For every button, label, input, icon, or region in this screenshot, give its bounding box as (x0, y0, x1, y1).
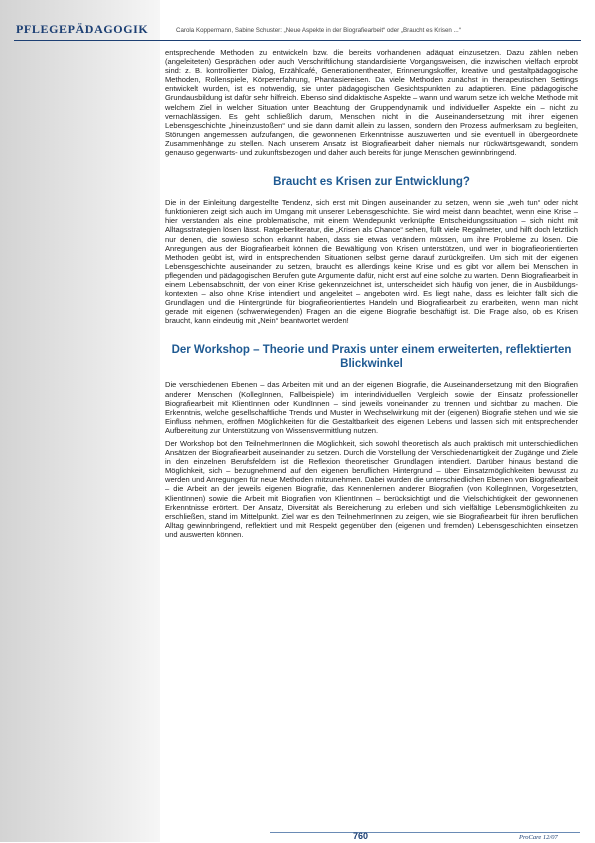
article-body (165, 48, 578, 543)
section-paragraph: Der Workshop bot den TeilnehmerInnen die Möglichkeit, sich sowohl theoretisch als auch praktisch mit unterschiedlichen Ansätzen der Biografiearbeit auseinander zu setzen. Durch die Vorstellung der Verschiedenartigkeit der Zugänge und Ziele in den einzelnen Berufsfeldern ist die Reflexion theoretischer Grundlagen intendiert. Darüber hinaus bestand die Möglichkeit, sich – bezugnehmend auf den eigenen beruflichen Hintergrund – über Einsatzmöglichkeiten bewusst zu werden und Anregungen für neue Methoden mitzunehmen. Dabei wurden die unterschiedlichen Ebenen von Biografiearbeit – die Arbeit an der jeweils eigenen Biografie, das Kennenlernen anderer Biografien (von KollegInnen, Vorgesetzten, KlientInnen) sowie die Arbeit mit Biografien von KlientInnen – berücksichtigt und die Vielschichtigkeit der gewonnenen Erkenntnisse erörtert. Der Ansatz, Diversität als Bereicherung zu erleben und sich vielfältige Lebensmöglichkeiten zu erschließen, stand im Mittelpunkt. Ziel war es den TeilnehmerInnen zu zeigen, wie sie Biografiearbeit für ihren beruflichen Alltag gewinnbringend, reflektiert und mit Respekt gegenüber den (eigenen und fremden) Lebensgeschichten einsetzen und auswerten können. (165, 439, 578, 539)
section-heading-workshop: Der Workshop – Theorie und Praxis unter einem erweiterten, reflektierten Blickwinkel (171, 344, 572, 371)
header-rule (14, 40, 581, 41)
section-paragraph: Die verschiedenen Ebenen – das Arbeiten mit und an der eigenen Biografie, die Auseinandersetzung mit den Biografien anderer Menschen (KollegInnen, Fallbeispiele) im interindividuellen Vergleich sowie der Einsatz professioneller Biografiearbeit mit KlientInnen oder KundInnen – sind jeweils voneinander zu trennen und sichtbar zu machen. Die Erkenntnis, welche gesellschaftliche Trends und Muster in Wechselwirkung mit der (eigenen) Biografie stehen und wie sie Einfluss nehmen, eröffnen Möglichkeiten für die Gestaltbarkeit des eigenen Lebens und lassen sich mit entsprechender Aufbereitung zur Unterstützung von Wissensvermittlung nutzen. (165, 380, 578, 435)
page-number: 760 (353, 831, 369, 841)
section-paragraph: Die in der Einleitung dargestellte Tendenz, sich erst mit Dingen auseinander zu setzen, wenn sie „weh tun“ oder nicht funktionieren zeigt sich auch im Umgang mit unserer Lebensgeschichte. Sie wird meist dann beachtet, wenn eine Krise – hier verstanden als eine problematische, mit einem Wendepunkt verknüpfte Entscheidungssituation – sich nicht mit Alltagsstrategien lösen lässt. Ratgeberliteratur, die „Krisen als Chance“ sehen, füllt viele Regalmeter, und hilft doch letztlich nur denen, die sowieso schon erkannt haben, dass sie etwas verändern müssen, um ihre Probleme zu lösen. Die Anregungen aus der Biografiearbeit können die Bewältigung von Krisen unterstützen, und wer in biografieorientierten Methoden geübt ist, wird in entsprechenden Situationen selbst gerne darauf zurückgreifen. Um sich mit der eigenen Lebensgeschichte auseinander zu setzen, braucht es allerdings keine Krise und es gibt vor allem bei Menschen in pflegenden und pädagogischen Berufen gute Argumente dafür, nicht erst auf eine solche zu warten. Denn Biografiearbeit in einem Lebensabschnitt, der von einer Krise gekennzeichnet ist, unterscheidet sich häufig von jener, die in Ausbildungskontexten – also ohne Krise intendiert und angeleitet – angeboten wird. Es liegt nahe, dass es leichter fällt sich die Grundlagen und die Hintergründe für biografieorientiertes Handeln und Biografiearbeit zu erarbeiten, wenn man nicht gerade mit eigenen (schwerwiegenden) Fragen an die eigene Biografie beschäftigt ist. Die Frage also, ob es Krisen braucht, kann eindeutig mit „Nein“ beantwortet werden! (165, 198, 578, 326)
left-margin-shade (0, 0, 160, 842)
section-heading-krisen: Braucht es Krisen zur Entwicklung? (273, 176, 470, 189)
issue-label: ProCare 12/07 (519, 834, 558, 841)
intro-paragraph: entsprechende Methoden zu entwickeln bzw. die bereits vorhandenen adäquat einzusetzen. Dazu zählen neben (angeleiteten) Gesprächen oder auch Verschriftlichung standardisierte Vorgangsweisen, die inzwischen vielfach erprobt sind: z. B. kontrollierter Dialog, Erzählcafé, Generationentheater, Erinnerungskoffer, kreative und gestaltpädagogische Methoden, Rollenspiele, Körpererfahrung, Phantasiereisen. Da viele Methoden zunächst in therapeutischen Settings entwickelt wurden, ist es notwendig, sie unter pädagogischen Gesichtspunkten zu adaptieren. Eine pädagogische Grundausbildung ist dafür sehr hilfreich. Ebenso sind didaktische Aspekte – wann und warum setze ich welche Methode mit welchem Ziel in welcher Situation unter Beachtung der Gruppendynamik und individueller Aspekte ein – nicht zu vernachlässigen. Es geht schließlich darum, Menschen nicht in die Auseinandersetzung mit ihrer eigenen Lebensgeschichte „hineinzustoßen“ und sie dann damit allein zu lassen, sondern den Prozess aufmerksam zu begleiten, Störungen angemessen aufzufangen, die gewonnenen Erkenntnisse auszuwerten und sie eventuell in übergeordnete Zusammenhänge zu stellen. Nach unserem Ansatz ist Biografiearbeit daher niemals nur rückwärtsgewandt, sondern genauso gegenwarts- und zukunftsbezogen und daher auch bereits für junge Menschen gewinnbringend. (165, 48, 578, 158)
magazine-brand: PFLEGEPÄDAGOGIK (16, 22, 149, 36)
running-head: Carola Koppermann, Sabine Schuster: „Neue Aspekte in der Biografiearbeit“ oder „Braucht es Krisen ...“ (176, 27, 461, 34)
